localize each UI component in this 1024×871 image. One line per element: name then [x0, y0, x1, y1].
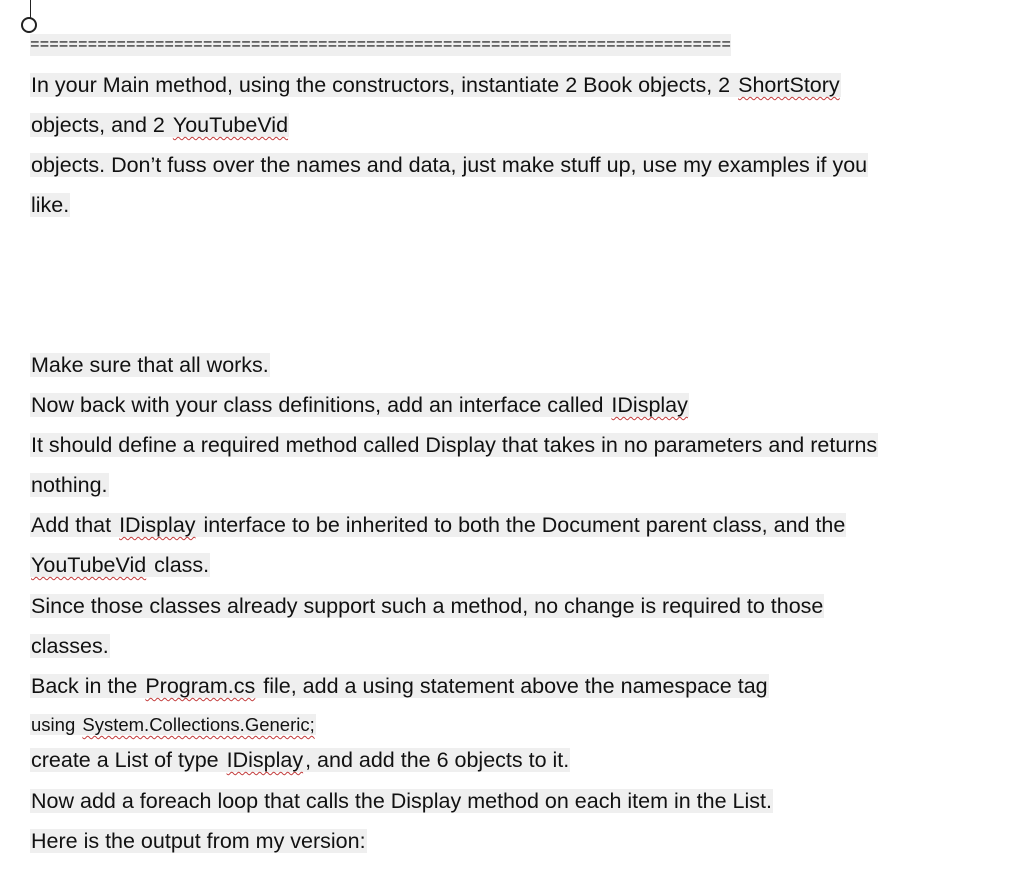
text-run: In your Main method, using the constructors, instantiate 2 Book objects, 2: [31, 73, 737, 97]
text-run: Make sure that all works.: [31, 353, 269, 377]
paragraph-line: [30, 788, 773, 814]
paragraph-line: [30, 747, 570, 773]
misspelled-word[interactable]: YouTubeVid: [172, 113, 289, 137]
text-run: objects. Don’t fuss over the names and data, just make stuff up, use my examples if you: [31, 153, 868, 177]
paragraph-line: [30, 828, 367, 854]
text-run: interface to be inherited to both the Document parent class, and the: [197, 513, 846, 537]
paragraph-line: [30, 192, 70, 218]
text-run: like.: [31, 193, 70, 217]
paragraph-line: [30, 512, 846, 538]
anchor-line: [30, 0, 31, 18]
misspelled-word[interactable]: ShortStory: [738, 73, 840, 97]
misspelled-word[interactable]: IDisplay: [611, 393, 688, 417]
text-run: It should define a required method called Display that takes in no parameters and returns: [31, 433, 878, 457]
text-run: class.: [148, 553, 210, 577]
text-run: file, add a using statement above the namespace tag: [257, 674, 768, 698]
text-run: create a List of type: [31, 748, 225, 772]
misspelled-word[interactable]: IDisplay: [226, 748, 304, 772]
paragraph-line: [30, 392, 689, 418]
paragraph-line: [30, 72, 841, 98]
paragraph-line: [30, 552, 210, 578]
text-run: Back in the: [31, 674, 144, 698]
text-run: Now add a foreach loop that calls the Display method on each item in the List.: [31, 789, 772, 813]
text-run: Now back with your class definitions, add an interface called: [31, 393, 610, 417]
text-run: classes.: [31, 634, 109, 658]
paragraph-line: [30, 593, 824, 619]
text-run: , and add the 6 objects to it.: [305, 748, 570, 772]
misspelled-word[interactable]: IDisplay: [119, 513, 196, 537]
paragraph-line: [30, 352, 270, 378]
text-run: nothing.: [31, 473, 108, 497]
paragraph-line: [30, 673, 769, 699]
paragraph-line: [30, 432, 878, 458]
misspelled-word[interactable]: System.Collections.Generic;: [82, 714, 315, 735]
text-run: Since those classes already support such a method, no change is required to those: [31, 594, 824, 618]
code-line: [30, 712, 316, 738]
text-run: Add that: [31, 513, 118, 537]
text-run: Here is the output from my version:: [31, 829, 366, 853]
paragraph-line: [30, 112, 289, 138]
paragraph-line: [30, 152, 868, 178]
paragraph-line: [30, 472, 109, 498]
separator-line: =========================================================================: [30, 36, 731, 54]
anchor-handle-icon[interactable]: [21, 17, 37, 33]
misspelled-word[interactable]: Program.cs: [145, 674, 256, 698]
text-run: objects, and 2: [31, 113, 171, 137]
paragraph-line: [30, 633, 110, 659]
misspelled-word[interactable]: YouTubeVid: [31, 553, 147, 577]
text-run: using: [31, 714, 81, 735]
